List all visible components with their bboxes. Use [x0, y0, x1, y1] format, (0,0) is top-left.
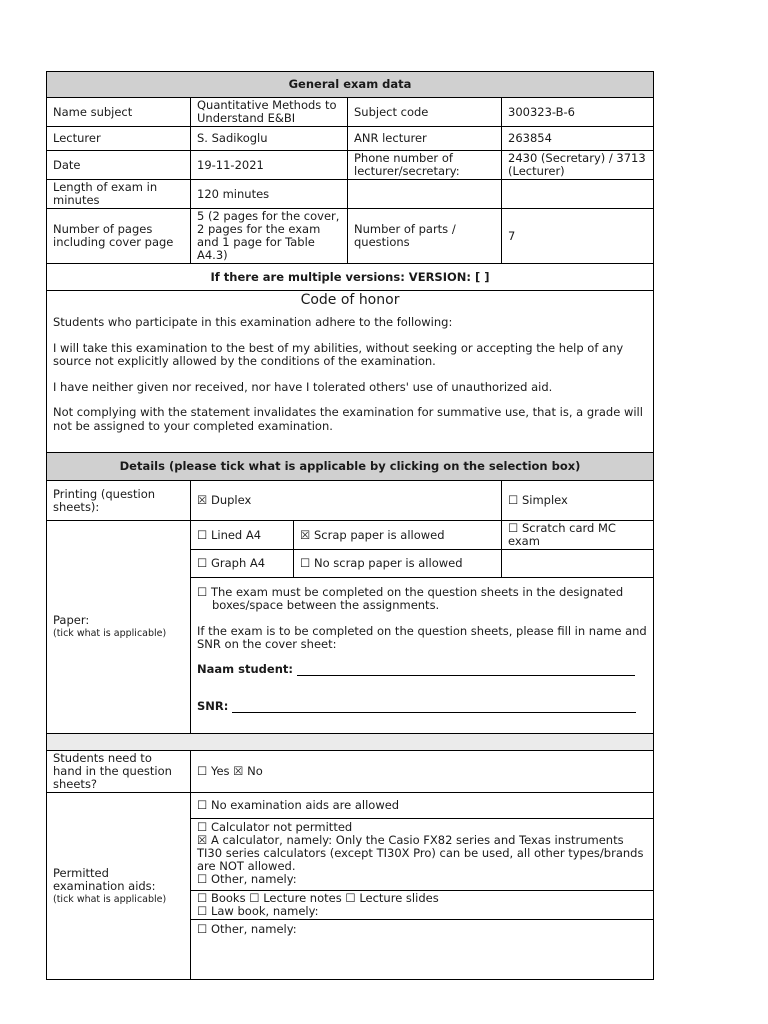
books-cell	[191, 891, 654, 920]
other-cell	[191, 920, 654, 980]
details-header: Details (please tick what is applicable by clicking on the selection box)	[47, 453, 654, 481]
calculator-cell	[191, 819, 654, 891]
parts-label: Number of parts / questions	[348, 209, 502, 264]
scratch-card-option[interactable]: ☐ Scratch card MC exam	[502, 521, 654, 550]
length-empty-cell	[502, 180, 654, 209]
honor-paragraph: Not complying with the statement invalidates the examination for summative use, that is, a grade will not be assigned to your completed examination.	[53, 405, 643, 433]
no-scrap-option[interactable]: ☐ No scrap paper is allowed	[294, 550, 502, 578]
code-of-honor-section	[47, 291, 654, 453]
calculator-allowed-option[interactable]: ☒ A calculator, namely: Only the Casio FX82 series and Texas instruments TI30 series calculators (except TI30X Pro) can be used, all other types/brands are NOT allowed.	[197, 833, 644, 873]
scrap-allowed-option[interactable]: ☒ Scrap paper is allowed	[294, 521, 502, 550]
hand-in-options[interactable]: ☐ Yes ☒ No	[191, 751, 654, 793]
other-option[interactable]: ☐ Other, namely:	[197, 872, 297, 886]
paper-label-cell	[47, 521, 191, 734]
calc-not-permitted-option[interactable]: ☐ Calculator not permitted	[197, 820, 353, 834]
honor-paragraph: I have neither given nor received, nor have I tolerated others' use of unauthorized aid.	[53, 379, 553, 394]
no-aids-option[interactable]: ☐ No examination aids are allowed	[191, 793, 654, 819]
naam-student-field[interactable]	[297, 675, 635, 676]
pages-label: Number of pages including cover page	[47, 209, 191, 264]
name-subject-label: Name subject	[47, 98, 191, 127]
aids-label: Permitted examination aids:	[53, 865, 156, 893]
naam-student-row	[197, 663, 647, 676]
other-option[interactable]: ☐ Other, namely:	[197, 922, 297, 936]
snr-label: SNR:	[197, 699, 229, 713]
aids-note: (tick what is applicable)	[53, 893, 167, 905]
phone-label: Phone number of lecturer/secretary:	[348, 151, 502, 180]
on-sheets-option[interactable]: ☐ The exam must be completed on the question sheets in the designated boxes/space between the assignments.	[197, 585, 624, 612]
lecturer-value: S. Sadikoglu	[191, 127, 348, 151]
naam-student-label: Naam student:	[197, 662, 293, 676]
length-empty-cell	[348, 180, 502, 209]
pages-value: 5 (2 pages for the cover, 2 pages for the exam and 1 page for Table A4.3)	[191, 209, 348, 264]
duplex-option[interactable]: ☒ Duplex	[191, 481, 502, 521]
law-book-option[interactable]: ☐ Law book, namely:	[197, 904, 319, 918]
spacer-row	[47, 734, 654, 751]
version-row: If there are multiple versions: VERSION: [ ]	[47, 264, 654, 291]
hand-in-label: Students need to hand in the question sheets?	[47, 751, 191, 793]
subject-code-value: 300323-B-6	[502, 98, 654, 127]
simplex-option[interactable]: ☐ Simplex	[502, 481, 654, 521]
aids-label-cell	[47, 793, 191, 980]
anr-lecturer-value: 263854	[502, 127, 654, 151]
exam-form-table	[46, 71, 654, 980]
general-exam-data-header: General exam data	[47, 72, 654, 98]
paper-empty-cell	[502, 550, 654, 578]
parts-value: 7	[502, 209, 654, 264]
honor-paragraph: I will take this examination to the best of my abilities, without seeking or accepting the help of any source not explicitly allowed by the conditions of the examination.	[53, 340, 624, 368]
anr-lecturer-label: ANR lecturer	[348, 127, 502, 151]
exam-cover-sheet	[46, 71, 653, 980]
fill-in-instruction: If the exam is to be completed on the question sheets, please fill in name and SNR on the cover sheet:	[197, 624, 647, 651]
date-label: Date	[47, 151, 191, 180]
graph-a4-option[interactable]: ☐ Graph A4	[191, 550, 294, 578]
honor-paragraph: Students who participate in this examination adhere to the following:	[53, 315, 453, 329]
snr-row	[197, 700, 647, 713]
books-options[interactable]: ☐ Books ☐ Lecture notes ☐ Lecture slides	[197, 891, 439, 905]
length-value: 120 minutes	[191, 180, 348, 209]
date-value: 19-11-2021	[191, 151, 348, 180]
printing-label: Printing (question sheets):	[47, 481, 191, 521]
subject-code-label: Subject code	[348, 98, 502, 127]
lecturer-label: Lecturer	[47, 127, 191, 151]
question-sheets-cell	[191, 578, 654, 734]
code-of-honor-title: Code of honor	[300, 292, 400, 308]
name-subject-value: Quantitative Methods to Understand E&BI	[191, 98, 348, 127]
snr-field[interactable]	[232, 712, 636, 713]
phone-value: 2430 (Secretary) / 3713 (Lecturer)	[502, 151, 654, 180]
paper-label: Paper:	[53, 613, 90, 627]
lined-a4-option[interactable]: ☐ Lined A4	[191, 521, 294, 550]
length-label: Length of exam in minutes	[47, 180, 191, 209]
paper-note: (tick what is applicable)	[53, 628, 167, 639]
